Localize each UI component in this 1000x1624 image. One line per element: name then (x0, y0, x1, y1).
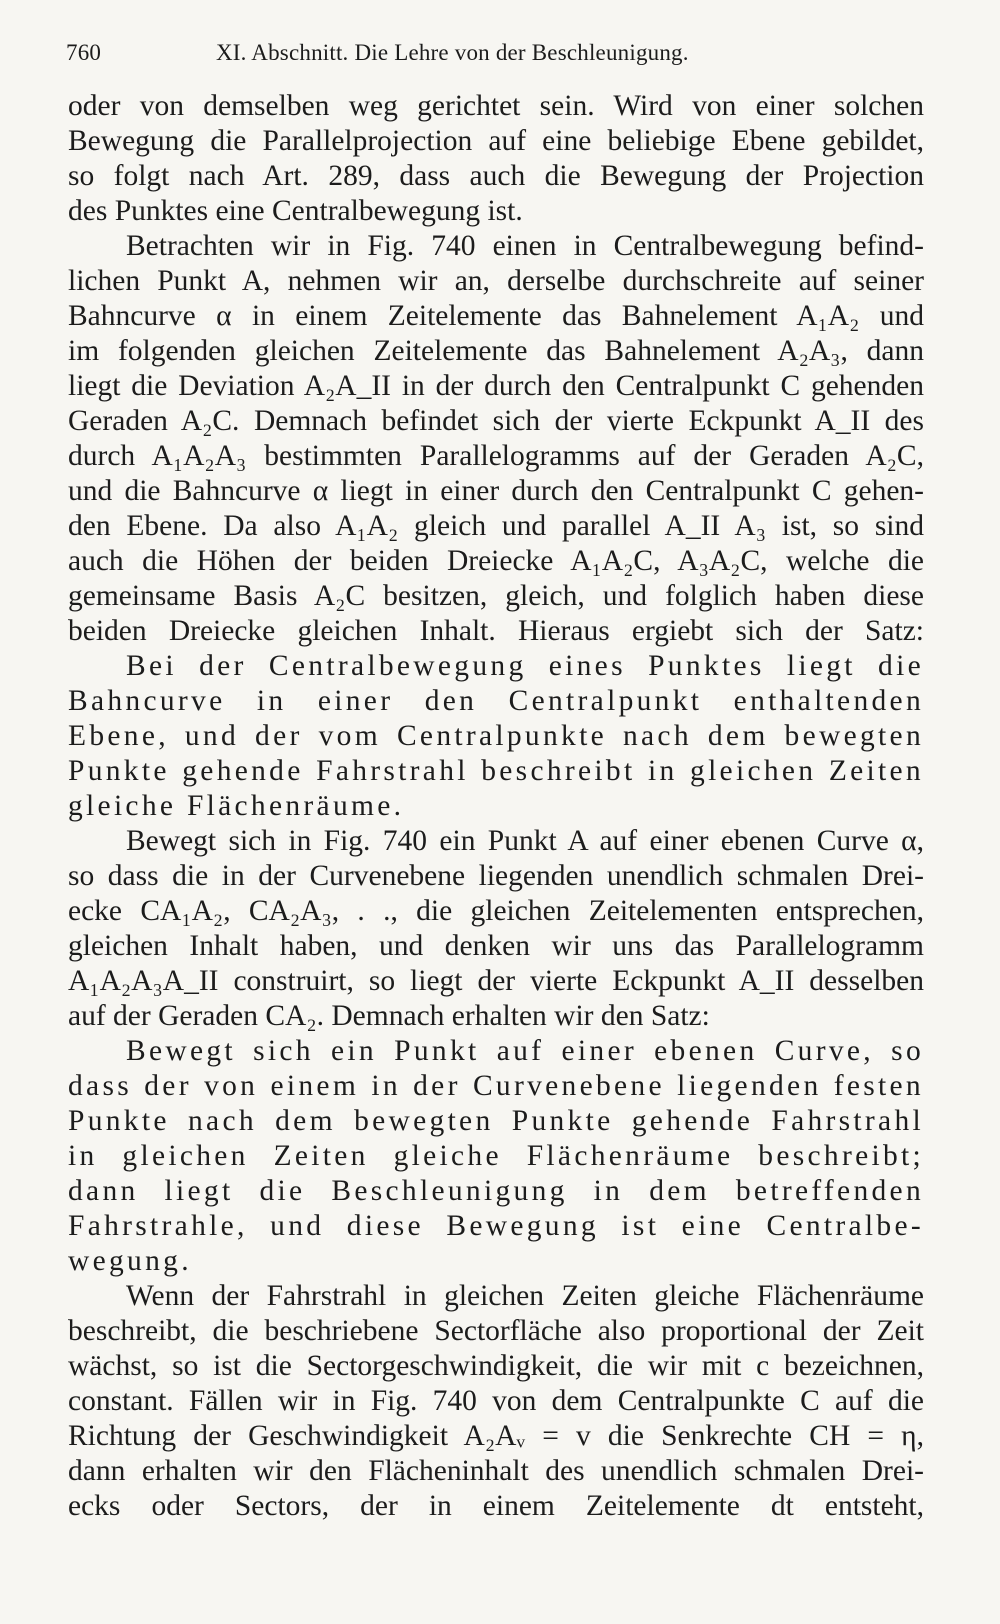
theorem-line: dass der von einem in der Curvenebene liegenden festen (68, 1070, 924, 1102)
theorem-line: Fahrstrahle, und diese Bewegung ist eine Centralbe- (68, 1210, 924, 1242)
text-line: wächst, so ist die Sectorgeschwindigkeit, die wir mit c bezeichnen, (68, 1350, 924, 1382)
theorem-line: gleiche Flächenräume. (68, 790, 405, 822)
text-line: den Ebene. Da also A₁A₂ gleich und parallel A_II A₃ ist, so sind (68, 510, 924, 542)
theorem-line: wegung. (68, 1245, 192, 1277)
text-line: und die Bahncurve α liegt in einer durch den Centralpunkt C gehen- (68, 475, 924, 507)
text-line: gemeinsame Basis A₂C besitzen, gleich, und folglich haben diese (68, 580, 924, 612)
text-line: so folgt nach Art. 289, dass auch die Bewegung der Projection (68, 160, 924, 192)
theorem-line: Bahncurve in einer den Centralpunkt enthaltenden (68, 685, 924, 717)
theorem-line: Bewegt sich ein Punkt auf einer ebenen Curve, so (126, 1035, 924, 1067)
text-line: dann erhalten wir den Flächeninhalt des unendlich schmalen Drei- (68, 1455, 924, 1487)
theorem-line: in gleichen Zeiten gleiche Flächenräume beschreibt; (68, 1140, 924, 1172)
running-title: XI. Abschnitt. Die Lehre von der Beschleunigung. (216, 40, 689, 65)
theorem-line: dann liegt die Beschleunigung in dem betreffenden (68, 1175, 924, 1207)
theorem-line: Bei der Centralbewegung eines Punktes liegt die (126, 650, 924, 682)
text-line: Geraden A₂C. Demnach befindet sich der vierte Eckpunkt A_II des (68, 405, 924, 437)
text-line: constant. Fällen wir in Fig. 740 von dem Centralpunkte C auf die (68, 1385, 924, 1417)
text-line: Betrachten wir in Fig. 740 einen in Centralbewegung befind- (126, 230, 924, 262)
text-line: auf der Geraden CA₂. Demnach erhalten wir den Satz: (68, 1000, 710, 1032)
theorem-line: Ebene, und der vom Centralpunkte nach dem bewegten (68, 720, 924, 752)
text-line: oder von demselben weg gerichtet sein. Wird von einer solchen (68, 90, 924, 122)
text-line: ecke CA₁A₂, CA₂A₃, . ., die gleichen Zeitelementen entsprechen, (68, 895, 924, 927)
text-line: des Punktes eine Centralbewegung ist. (68, 195, 523, 227)
text-line: Bewegung die Parallelprojection auf eine beliebige Ebene gebildet, (68, 125, 924, 157)
text-line: im folgenden gleichen Zeitelemente das Bahnelement A₂A₃, dann (68, 335, 924, 367)
text-line: lichen Punkt A, nehmen wir an, derselbe durchschreite auf seiner (68, 265, 924, 297)
text-line: auch die Höhen der beiden Dreiecke A₁A₂C, A₃A₂C, welche die (68, 545, 924, 577)
text-line: beiden Dreiecke gleichen Inhalt. Hieraus ergiebt sich der Satz: (68, 615, 924, 647)
text-line: Richtung der Geschwindigkeit A₂Aᵥ = v die Senkrechte CH = η, (68, 1420, 924, 1452)
page-number: 760 (66, 40, 102, 65)
theorem-line: Punkte nach dem bewegten Punkte gehende Fahrstrahl (68, 1105, 924, 1137)
text-line: Wenn der Fahrstrahl in gleichen Zeiten gleiche Flächenräume (126, 1280, 924, 1312)
running-header (66, 40, 926, 80)
theorem-line: Punkte gehende Fahrstrahl beschreibt in gleichen Zeiten (68, 755, 924, 787)
text-line: durch A₁A₂A₃ bestimmten Parallelogramms auf der Geraden A₂C, (68, 440, 924, 472)
text-line: liegt die Deviation A₂A_II in der durch den Centralpunkt C gehenden (68, 370, 924, 402)
text-line: beschreibt, die beschriebene Sectorfläche also proportional der Zeit (68, 1315, 924, 1347)
text-line: ecks oder Sectors, der in einem Zeitelemente dt entsteht, (68, 1490, 924, 1522)
text-line: Bewegt sich in Fig. 740 ein Punkt A auf einer ebenen Curve α, (126, 825, 924, 857)
text-line: gleichen Inhalt haben, und denken wir uns das Parallelogramm (68, 930, 924, 962)
text-line: Bahncurve α in einem Zeitelemente das Bahnelement A₁A₂ und (68, 300, 924, 332)
text-line: A₁A₂A₃A_II construirt, so liegt der vierte Eckpunkt A_II desselben (68, 965, 924, 997)
text-line: so dass die in der Curvenebene liegenden unendlich schmalen Drei- (68, 860, 924, 892)
